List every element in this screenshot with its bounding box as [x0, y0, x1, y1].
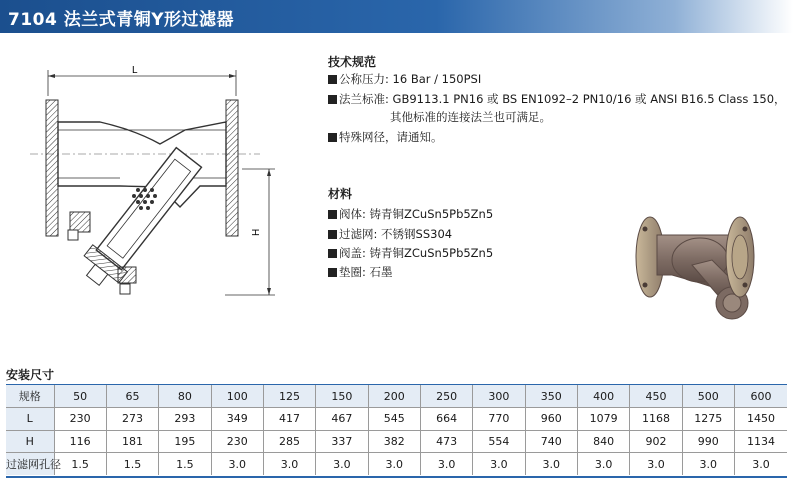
header-bar — [0, 0, 793, 33]
table-cell: 250 — [420, 385, 472, 408]
table-cell: 337 — [316, 430, 368, 453]
table-cell: 417 — [263, 408, 315, 431]
bullet-square-icon — [328, 133, 337, 142]
table-cell: 3.0 — [420, 453, 472, 476]
table-cell: 3.0 — [682, 453, 734, 476]
materials-heading: 材料 — [328, 187, 353, 201]
table-cell: 990 — [682, 430, 734, 453]
table-cell: 382 — [368, 430, 420, 453]
table-cell: 116 — [54, 430, 106, 453]
spec-special-mesh: 特殊网径，请通知。 — [328, 130, 443, 144]
table-cell: 3.0 — [473, 453, 525, 476]
table-cell: 1.5 — [159, 453, 211, 476]
length-label: L — [132, 65, 138, 76]
material-body: 阀体: 铸青铜ZCuSn5Pb5Zn5 — [328, 207, 493, 221]
table-cell: 1450 — [734, 408, 787, 431]
table-cell: 273 — [106, 408, 158, 431]
table-cell: 3.0 — [211, 453, 263, 476]
table-cell: 3.0 — [263, 453, 315, 476]
table-cell: 195 — [159, 430, 211, 453]
table-cell: 50 — [54, 385, 106, 408]
table-cell: 80 — [159, 385, 211, 408]
table-row — [6, 453, 787, 476]
table-cell: 349 — [211, 408, 263, 431]
row-label: 规格 — [6, 385, 54, 408]
table-row — [6, 385, 787, 408]
table-cell: 467 — [316, 408, 368, 431]
table-cell: 300 — [473, 385, 525, 408]
row-label: H — [6, 430, 54, 453]
table-cell: 600 — [734, 385, 787, 408]
bullet-square-icon — [328, 95, 337, 104]
spec-pressure: 公称压力: 16 Bar / 150PSI — [328, 72, 481, 86]
spec-flange-note: 其他标准的连接法兰也可满足。 — [390, 110, 551, 124]
height-label: H — [251, 228, 262, 236]
spec-flange-standard: 法兰标准: GB9113.1 PN16 或 BS EN1092–2 PN10/16 或 ANSI B16.5 Class 150， — [328, 92, 786, 106]
table-cell: 181 — [106, 430, 158, 453]
table-cell: 770 — [473, 408, 525, 431]
table-cell: 150 — [316, 385, 368, 408]
table-cell: 3.0 — [368, 453, 420, 476]
table-cell: 400 — [577, 385, 629, 408]
table-cell: 1275 — [682, 408, 734, 431]
table-cell: 1134 — [734, 430, 787, 453]
table-cell: 3.0 — [734, 453, 787, 476]
table-cell: 473 — [420, 430, 472, 453]
table-cell: 65 — [106, 385, 158, 408]
table-cell: 554 — [473, 430, 525, 453]
table-cell: 500 — [682, 385, 734, 408]
table-row — [6, 430, 787, 453]
table-cell: 664 — [420, 408, 472, 431]
specs-heading: 技术规范 — [328, 55, 377, 69]
row-label: L — [6, 408, 54, 431]
install-heading: 安装尺寸 — [6, 368, 55, 382]
material-gasket: 垫圈: 石墨 — [328, 265, 393, 279]
table-cell: 1079 — [577, 408, 629, 431]
install-dimensions-table — [6, 385, 787, 475]
table-cell: 125 — [263, 385, 315, 408]
strainer-technical-drawing — [20, 62, 310, 312]
bullet-square-icon — [328, 230, 337, 239]
table-cell: 3.0 — [316, 453, 368, 476]
bullet-square-icon — [328, 249, 337, 258]
table-cell: 450 — [630, 385, 682, 408]
table-cell: 1.5 — [106, 453, 158, 476]
material-cover: 阀盖: 铸青铜ZCuSn5Pb5Zn5 — [328, 246, 493, 260]
table-cell: 1.5 — [54, 453, 106, 476]
strainer-product-photo — [612, 205, 782, 340]
table-cell: 960 — [525, 408, 577, 431]
table-cell: 350 — [525, 385, 577, 408]
table-bottom-rule — [6, 476, 787, 478]
table-cell: 200 — [368, 385, 420, 408]
table-cell: 1168 — [630, 408, 682, 431]
row-label: 过滤网孔径 — [6, 453, 54, 476]
table-cell: 100 — [211, 385, 263, 408]
table-cell: 902 — [630, 430, 682, 453]
table-cell: 3.0 — [577, 453, 629, 476]
bullet-square-icon — [328, 268, 337, 277]
bullet-square-icon — [328, 75, 337, 84]
material-screen: 过滤网: 不锈钢SS304 — [328, 227, 452, 241]
table-cell: 3.0 — [630, 453, 682, 476]
table-cell: 545 — [368, 408, 420, 431]
table-cell: 293 — [159, 408, 211, 431]
table-cell: 3.0 — [525, 453, 577, 476]
table-cell: 230 — [211, 430, 263, 453]
table-cell: 285 — [263, 430, 315, 453]
table-cell: 740 — [525, 430, 577, 453]
table-cell: 230 — [54, 408, 106, 431]
table-row — [6, 408, 787, 431]
table-cell: 840 — [577, 430, 629, 453]
bullet-square-icon — [328, 210, 337, 219]
page-title: 7104 法兰式青铜Y形过滤器 — [8, 10, 235, 30]
